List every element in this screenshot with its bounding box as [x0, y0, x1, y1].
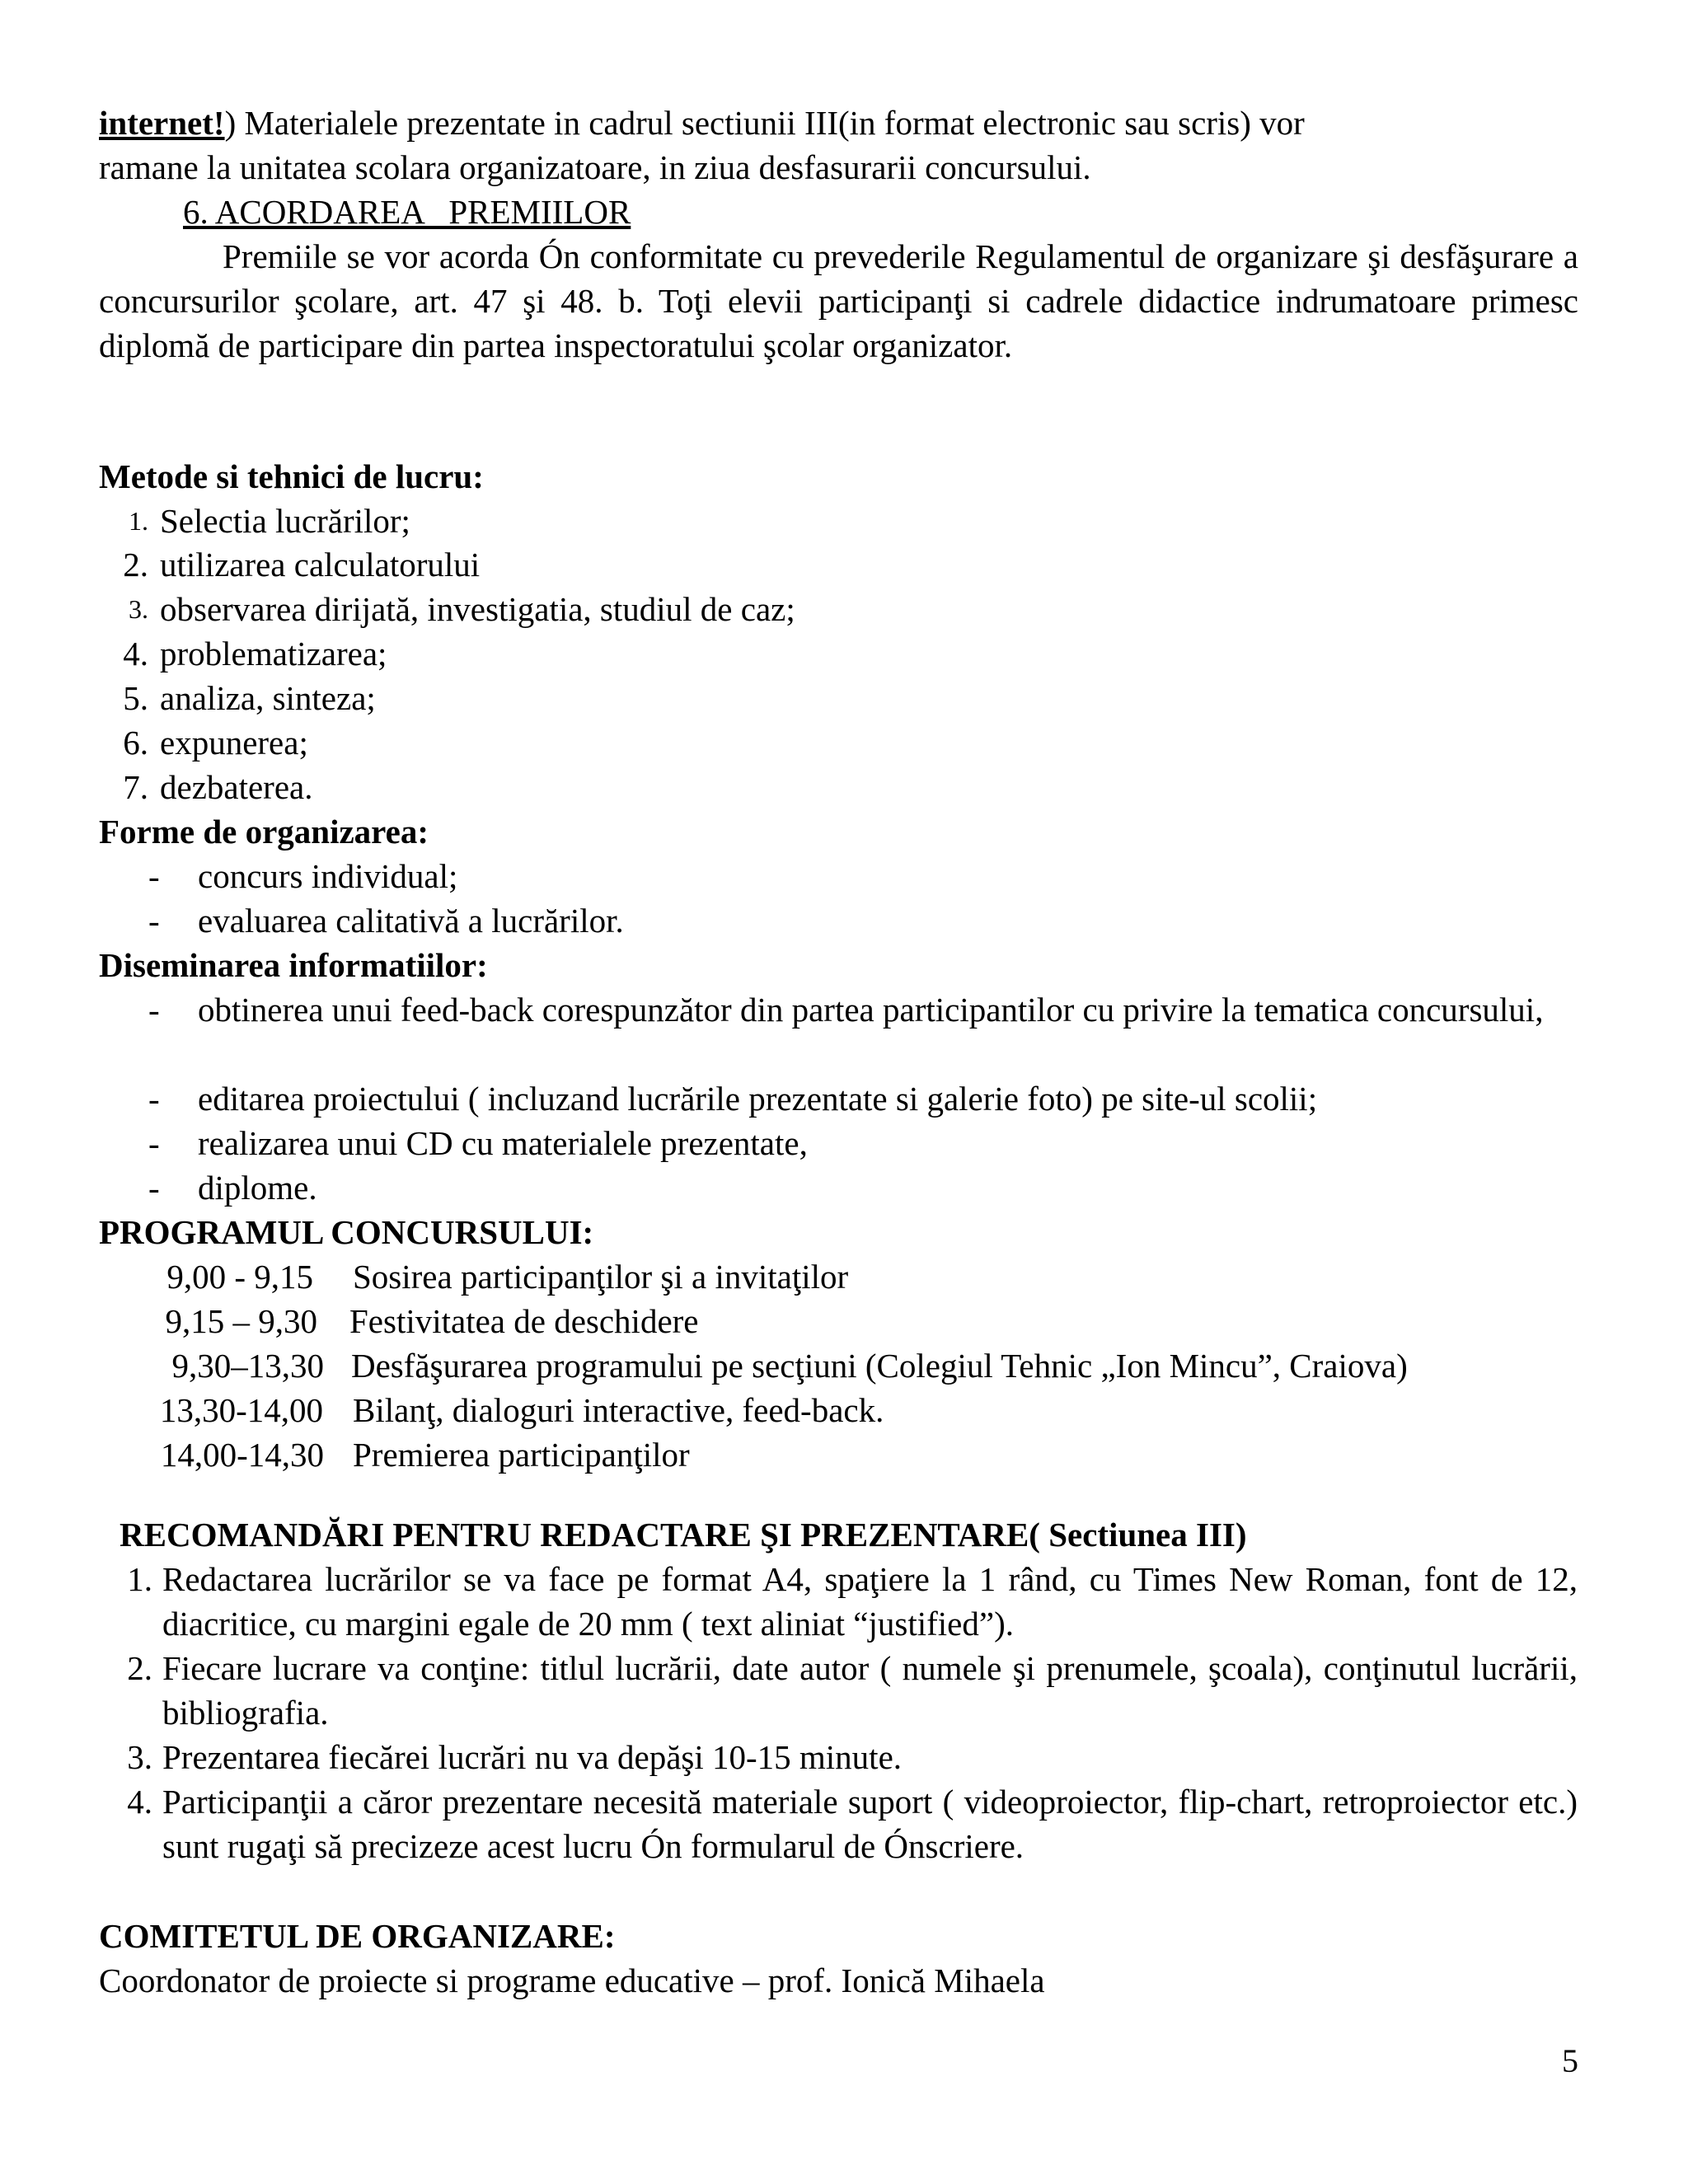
list-item-text: Participanţii a căror prezentare necesită materiale suport ( videoproiector, flip-chart, retroproiector etc.) sunt rugaţi să precizeze acest lucru Ón formularul de Ónscriere.: [162, 1783, 1578, 1865]
dissemination-title: Diseminarea informatiilor:: [99, 946, 488, 984]
method-item: [99, 587, 1578, 631]
bullet-dash: -: [148, 1124, 160, 1162]
forms-title: Forme de organizarea:: [99, 813, 429, 851]
method-item: [99, 542, 1578, 587]
intro-line-2: ramane la unitatea scolara organizatoare, in ziua desfasurarii concursului.: [99, 148, 1091, 186]
recommendation-item: [111, 1779, 1578, 1868]
recommendation-item: [111, 1557, 1578, 1646]
program-row: [0, 1254, 1688, 1299]
section-6-title-text: 6. ACORDAREA PREMIILOR: [183, 193, 631, 231]
bullet-dash: -: [148, 857, 160, 895]
list-item-text: Fiecare lucrare va conţine: titlul lucrării, date autor ( numele şi prenumele, şcoala), conţinutul lucrării, bibliografia.: [162, 1649, 1578, 1732]
list-number: 2.: [127, 1649, 152, 1687]
bullet-dash: -: [148, 1169, 160, 1207]
program-row: [0, 1432, 1688, 1477]
dissemination-item: [148, 1121, 1578, 1165]
program-row: [0, 1299, 1688, 1343]
list-item-text: problematizarea;: [160, 635, 387, 673]
list-item-text: concurs individual;: [198, 857, 458, 895]
list-item-text: Selectia lucrărilor;: [160, 502, 410, 540]
list-number: 4.: [123, 635, 148, 673]
program-time: 14,00-14,30: [160, 1436, 324, 1474]
list-number: 1.: [127, 1560, 152, 1598]
forms-item: [148, 854, 1578, 898]
list-number: 1.: [129, 506, 148, 536]
list-item-text: Prezentarea fiecărei lucrări nu va depăşi 10-15 minute.: [162, 1738, 903, 1776]
method-item: [99, 676, 1578, 720]
list-item-text: editarea proiectului ( incluzand lucrările prezentate si galerie foto) pe site-ul scolii;: [198, 1080, 1318, 1118]
list-item-text: obtinerea unui feed-back corespunzător din partea participantilor cu privire la tematica concursului,: [198, 991, 1544, 1029]
list-item-text: analiza, sinteza;: [160, 679, 376, 717]
intro-line-1: [99, 101, 1578, 145]
program-title: PROGRAMUL CONCURSULUI:: [99, 1213, 594, 1251]
program-description: Sosirea participanţilor şi a invitaţilor: [353, 1258, 849, 1296]
method-item: [99, 765, 1578, 809]
section-6-paragraph: Premiile se vor acorda Ón conformitate cu prevederile Regulamentul de organizare şi desfăşurare a concursurilor şcolare, art. 47 şi 48. b. Toţi elevii participanţi si cadrele didactice indrumatoare primesc diplomă de participare din partea inspectoratului şcolar organizator.: [99, 237, 1578, 364]
program-description: Bilanţ, dialoguri interactive, feed-back.: [353, 1391, 884, 1429]
program-description: Festivitatea de deschidere: [349, 1302, 699, 1340]
method-item: [99, 631, 1578, 676]
list-number: 3.: [129, 594, 148, 624]
program-time: 9,00 - 9,15: [166, 1258, 313, 1296]
list-item-text: dezbaterea.: [160, 768, 313, 806]
program-row: [0, 1343, 1688, 1388]
dissemination-item: [148, 1076, 1578, 1121]
list-number: 6.: [123, 724, 148, 762]
committee-title: COMITETUL DE ORGANIZARE:: [99, 1917, 616, 1955]
list-item-text: realizarea unui CD cu materialele prezentate,: [198, 1124, 808, 1162]
list-number: 2.: [123, 546, 148, 583]
recommendation-item: [111, 1646, 1578, 1735]
committee-coordinator: Coordonator de proiecte si programe educative – prof. Ionică Mihaela: [99, 1961, 1045, 1999]
bullet-dash: -: [148, 902, 160, 940]
dissemination-item: [148, 1165, 1578, 1210]
bullet-dash: -: [148, 1080, 160, 1118]
list-item-text: observarea dirijată, investigatia, studiul de caz;: [160, 590, 795, 628]
recommendation-item: [111, 1735, 1578, 1779]
program-description: Desfăşurarea programului pe secţiuni (Colegiul Tehnic „Ion Mincu”, Craiova): [351, 1347, 1408, 1385]
dissemination-item: [148, 987, 1578, 1076]
forms-item: [148, 898, 1578, 943]
program-row: [0, 1388, 1688, 1432]
list-item-text: diplome.: [198, 1169, 317, 1207]
methods-title: Metode si tehnici de lucru:: [99, 457, 484, 495]
list-number: 4.: [127, 1783, 152, 1821]
list-item-text: Redactarea lucrărilor se va face pe format A4, spaţiere la 1 rând, cu Times New Roman, font de 12, diacritice, cu margini egale de 20 mm ( text aliniat “justified”).: [162, 1560, 1578, 1643]
page-number: 5: [1562, 2042, 1578, 2079]
intro-line-1-text: ) Materialele prezentate in cadrul sectiunii III(in format electronic sau scris) vor: [224, 104, 1305, 142]
list-number: 3.: [127, 1738, 152, 1776]
section-6-title: [183, 190, 631, 234]
program-description: Premierea participanţilor: [353, 1436, 690, 1474]
program-time: 9,30–13,30: [171, 1347, 324, 1385]
internet-emphasis: internet!: [99, 104, 225, 142]
method-item: [99, 720, 1578, 765]
list-number: 5.: [123, 679, 148, 717]
list-number: 7.: [123, 768, 148, 806]
list-item-text: evaluarea calitativă a lucrărilor.: [198, 902, 624, 940]
list-item-text: expunerea;: [160, 724, 308, 762]
list-item-text: utilizarea calculatorului: [160, 546, 481, 583]
bullet-dash: -: [148, 991, 160, 1029]
program-time: 13,30-14,00: [159, 1391, 323, 1429]
method-item: [99, 499, 1578, 543]
recommendations-title: RECOMANDĂRI PENTRU REDACTARE ŞI PREZENTARE( Sectiunea III): [120, 1516, 1247, 1554]
program-time: 9,15 – 9,30: [165, 1302, 317, 1340]
